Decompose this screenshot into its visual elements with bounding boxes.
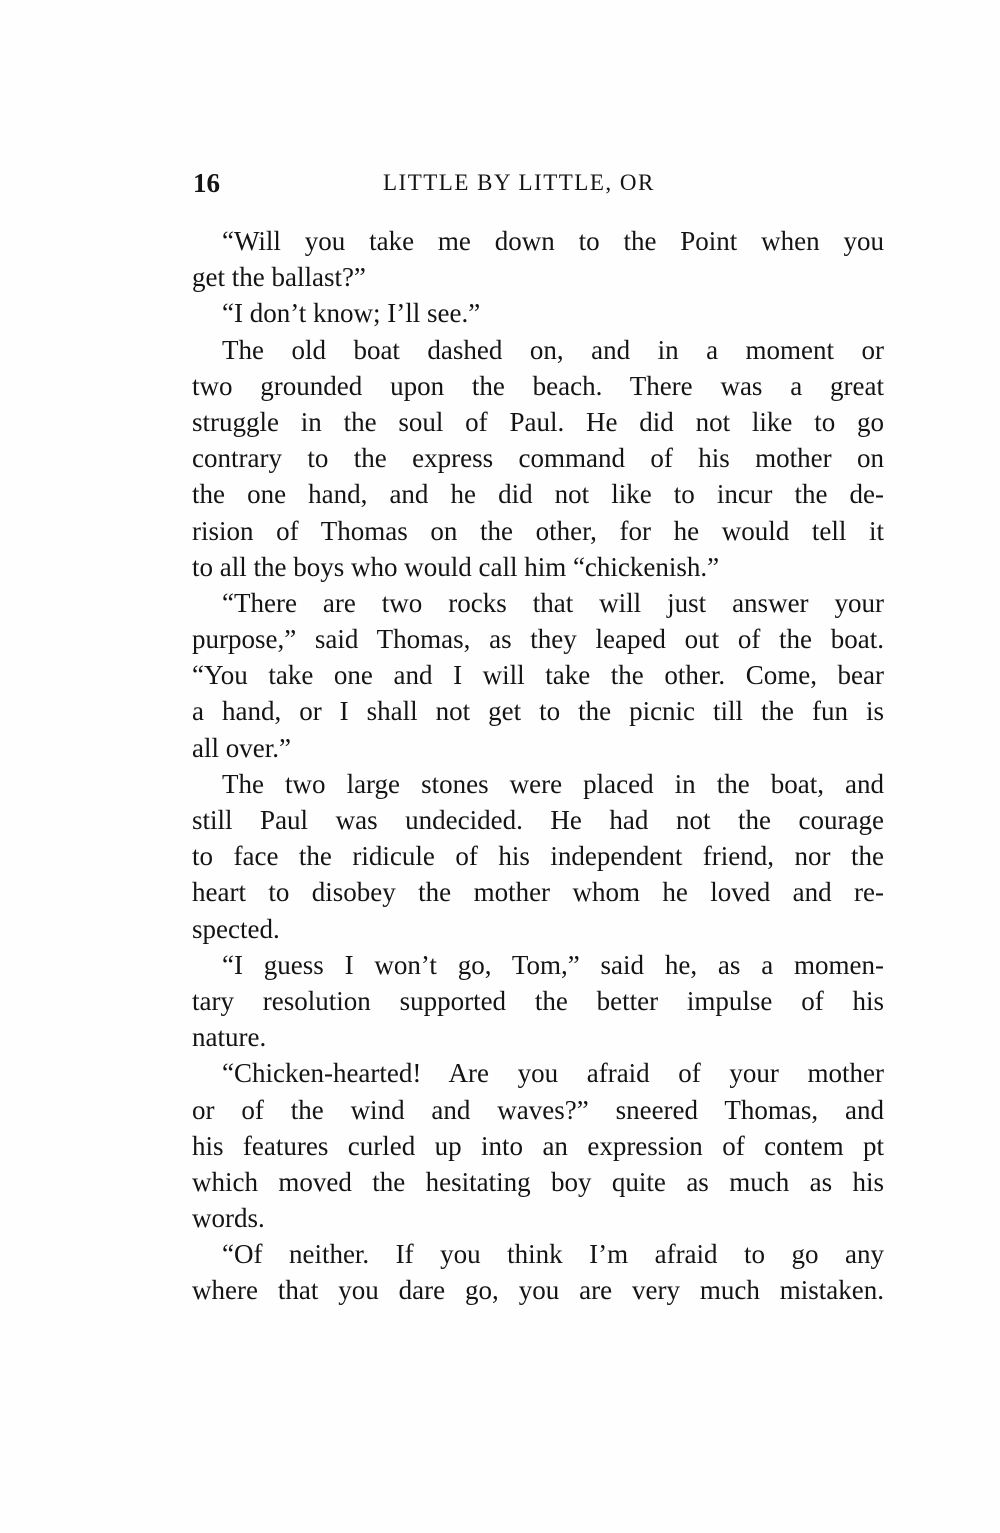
text-line: “I guess I won’t go, Tom,” said he, as a momen- <box>222 949 884 980</box>
running-title: LITTLE BY LITTLE, OR <box>383 170 655 195</box>
text-line: “There are two rocks that will just answer your <box>222 587 884 618</box>
text-line: “Will you take me down to the Point when you <box>222 226 884 256</box>
running-head <box>193 168 883 204</box>
text-line: the one hand, and he did not like to incur the de- <box>192 479 884 510</box>
text-line: tary resolution supported the better impulse of his <box>192 985 884 1016</box>
text-line: to face the ridicule of his independent friend, nor the <box>192 841 884 872</box>
text-line: spected. <box>192 913 280 944</box>
text-line: nature. <box>192 1022 267 1053</box>
paragraph <box>192 295 884 331</box>
paragraph <box>192 1055 884 1236</box>
text-line: to all the boys who would call him “chickenish.” <box>192 551 720 582</box>
text-line: or of the wind and waves?” sneered Thomas, and <box>192 1094 884 1125</box>
text-line: rision of Thomas on the other, for he would tell it <box>192 515 884 546</box>
text-line: which moved the hesitating boy quite as much as his <box>192 1166 884 1197</box>
body-text <box>192 223 884 1309</box>
text-line: The old boat dashed on, and in a moment or <box>222 334 884 365</box>
text-line: words. <box>192 1203 265 1234</box>
text-line: The two large stones were placed in the boat, and <box>222 768 884 799</box>
paragraph <box>192 766 884 947</box>
text-line: “You take one and I will take the other. Come, bear <box>192 660 884 691</box>
text-line: “I don’t know; I’ll see.” <box>222 298 481 329</box>
text-line: purpose,” said Thomas, as they leaped out of the boat. <box>192 624 884 655</box>
text-line: contrary to the express command of his mother on <box>192 443 884 474</box>
text-line: two grounded upon the beach. There was a great <box>192 370 884 401</box>
text-line: “Of neither. If you think I’m afraid to go any <box>222 1239 884 1270</box>
paragraph <box>192 223 884 295</box>
text-line: struggle in the soul of Paul. He did not like to go <box>192 406 884 437</box>
paragraph <box>192 585 884 766</box>
text-line: a hand, or I shall not get to the picnic till the fun is <box>192 696 884 727</box>
text-line: get the ballast?” <box>192 262 366 293</box>
paragraph <box>192 1236 884 1308</box>
text-line: still Paul was undecided. He had not the courage <box>192 805 884 835</box>
text-line: where that you dare go, you are very much mistaken. <box>192 1275 884 1306</box>
text-line: all over.” <box>192 732 291 763</box>
text-line: heart to disobey the mother whom he loved and re- <box>192 877 884 908</box>
paragraph <box>192 332 884 585</box>
page-number: 16 <box>193 168 220 198</box>
text-line: his features curled up into an expression of contem pt <box>192 1130 884 1161</box>
text-line: “Chicken-hearted! Are you afraid of your mother <box>222 1058 884 1089</box>
paragraph <box>192 947 884 1056</box>
